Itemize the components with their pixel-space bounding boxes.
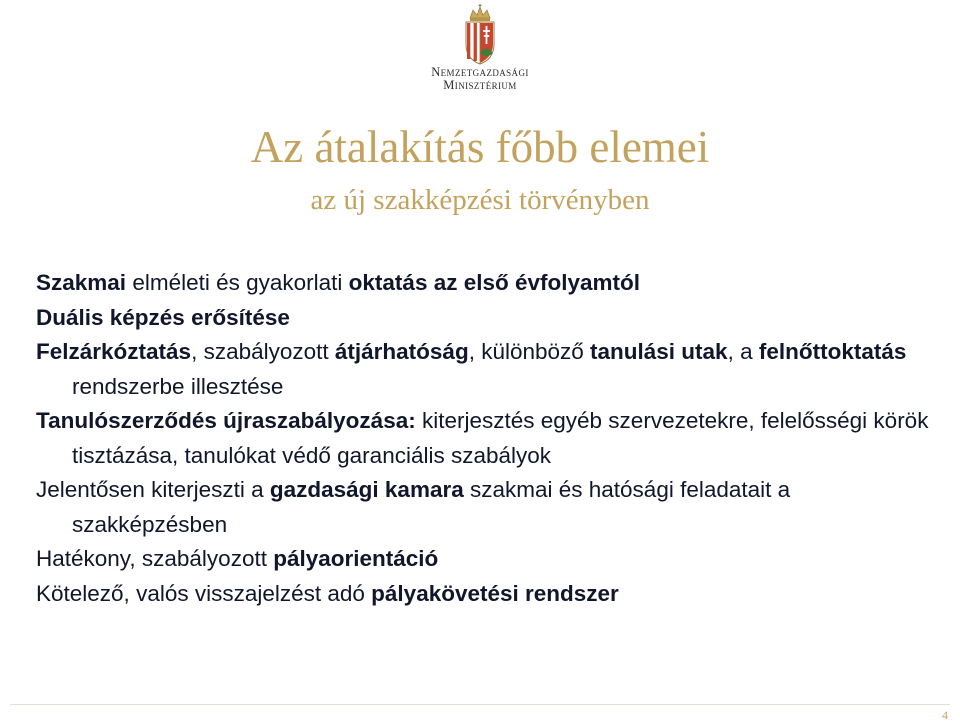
bullet-text: Hatékony, szabályozott — [36, 546, 274, 571]
bullet-emphasis: Tanulószerződés újraszabályozása: — [36, 408, 416, 433]
bullet-item — [36, 473, 941, 542]
bullet-text: , szabályozott — [191, 339, 335, 364]
slide-title: Az átalakítás főbb elemei — [250, 122, 710, 172]
page-number: 4 — [942, 708, 948, 722]
footer-divider — [10, 704, 950, 705]
logo-text-line1: Nemzetgazdasági — [431, 65, 529, 79]
bullet-emphasis: Felzárkóztatás — [36, 339, 192, 364]
bullet-text: , a — [727, 339, 759, 364]
bullet-item — [36, 577, 941, 612]
bullet-emphasis: felnőttoktatás — [758, 339, 907, 364]
bullet-text: kiterjesztés egyéb szervezetekre, felelősségi körök tisztázása, tanulókat védő garanciális szabályok — [72, 408, 929, 468]
slide-subtitle: az új szakképzési törvényben — [310, 184, 650, 216]
hungarian-coat-of-arms-icon — [460, 4, 500, 66]
bullet-emphasis: oktatás az első évfolyamtól — [348, 270, 641, 295]
bullet-text: Jelentősen kiterjeszti a — [36, 477, 270, 502]
bullet-item — [36, 266, 941, 301]
bullet-emphasis: pályakövetési rendszer — [371, 580, 619, 606]
bullet-list — [36, 266, 941, 611]
bullet-item — [36, 335, 941, 404]
bullet-text: szakmai és hatósági feladatait a szakképzésben — [72, 477, 791, 537]
bullet-emphasis: tanulási utak — [590, 339, 728, 364]
bullet-text: rendszerbe illesztése — [72, 373, 284, 399]
bullet-text: , különböző — [468, 339, 591, 364]
bullet-text: Kötelező, valós visszajelzést adó — [36, 580, 372, 606]
bullet-item — [36, 404, 941, 473]
bullet-emphasis: Duális képzés erősítése — [36, 304, 290, 330]
bullet-emphasis: gazdasági kamara — [269, 477, 464, 502]
bullet-emphasis: pályaorientáció — [273, 546, 439, 571]
bullet-emphasis: átjárhatóság — [334, 339, 469, 364]
bullet-emphasis: Szakmai — [36, 270, 127, 295]
bullet-text: elméleti és gyakorlati — [126, 270, 349, 295]
logo-text-line2: Minisztérium — [443, 78, 517, 92]
ministry-logo — [395, 4, 565, 100]
bullet-item — [36, 301, 941, 336]
bullet-item — [36, 542, 941, 577]
